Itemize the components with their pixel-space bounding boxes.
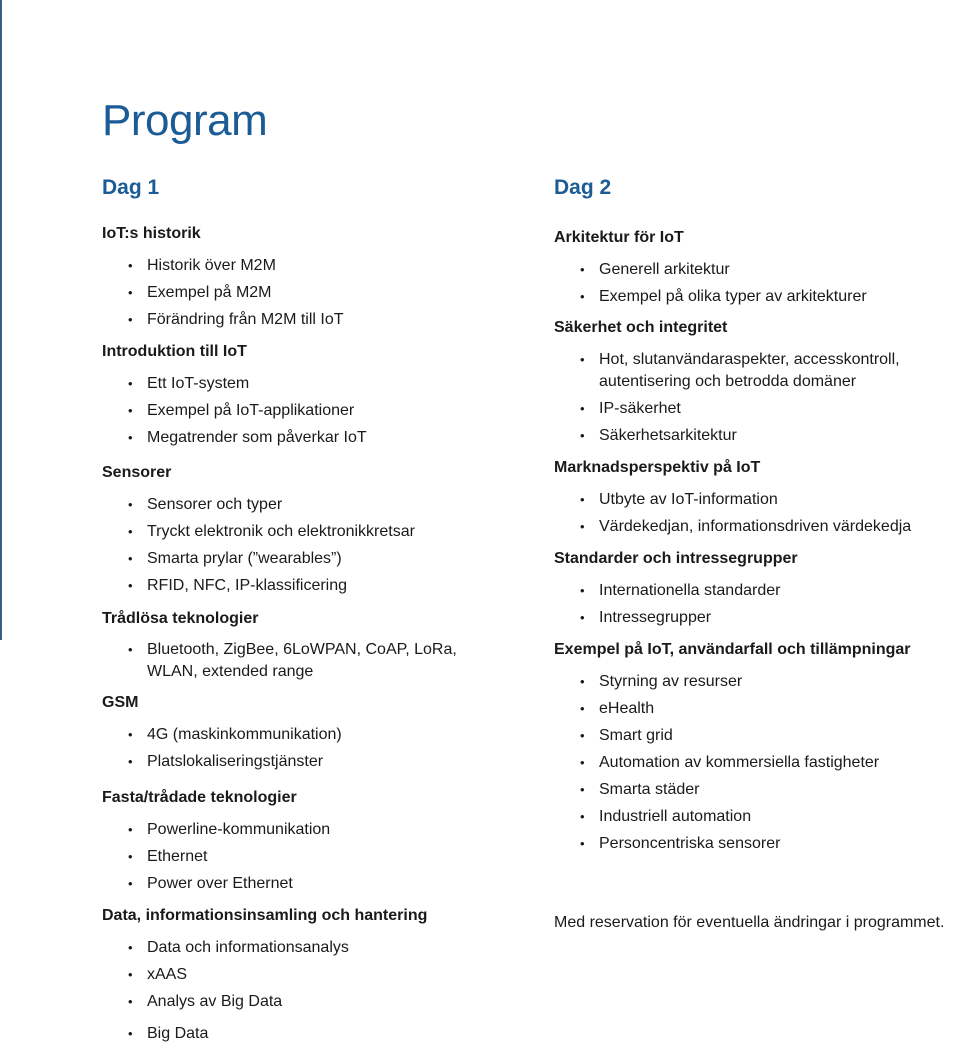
day2-section bbox=[554, 457, 960, 543]
list-item: • Exempel på IoT-applikationer bbox=[102, 400, 522, 422]
list-item: • Megatrender som påverkar IoT bbox=[102, 427, 522, 449]
list-item: • Sensorer och typer bbox=[102, 494, 522, 516]
list-item: • 4G (maskinkommunikation) bbox=[102, 724, 522, 746]
page-edge-line bbox=[0, 0, 2, 640]
day1-heading: Dag 1 bbox=[102, 176, 160, 199]
day1-section bbox=[102, 462, 522, 602]
section-title: Trådlösa teknologier bbox=[102, 610, 259, 627]
section-title: Exempel på IoT, användarfall och tillämpningar bbox=[554, 641, 911, 658]
list-item: • Förändring från M2M till IoT bbox=[102, 309, 522, 331]
section-title: Introduktion till IoT bbox=[102, 343, 247, 360]
page-title: Program bbox=[102, 96, 268, 145]
day2-section bbox=[554, 548, 960, 634]
list-item: • Powerline-kommunikation bbox=[102, 819, 522, 841]
day1-section bbox=[102, 787, 522, 900]
day1-section bbox=[102, 905, 522, 1050]
section-title: Sensorer bbox=[102, 464, 172, 481]
list-item: • Ett IoT-system bbox=[102, 373, 522, 395]
list-item: • Industriell automation bbox=[554, 806, 960, 828]
list-item: • Automation av kommersiella fastigheter bbox=[554, 752, 960, 774]
list-item: • Smarta städer bbox=[554, 779, 960, 801]
list-item: • Internationella standarder bbox=[554, 580, 960, 602]
day1-section bbox=[102, 608, 522, 688]
day1-section bbox=[102, 341, 522, 454]
list-item: • Tryckt elektronik och elektronikkretsar bbox=[102, 521, 522, 543]
list-item: • Smarta prylar (”wearables”) bbox=[102, 548, 522, 570]
day2-section bbox=[554, 639, 960, 860]
list-item: • Exempel på M2M bbox=[102, 282, 522, 304]
list-item: • Big Data bbox=[102, 1023, 522, 1045]
day2-section bbox=[554, 317, 960, 452]
day1-section bbox=[102, 223, 522, 336]
footnote: Med reservation för eventuella ändringar i programmet. bbox=[554, 914, 945, 931]
section-title: Arkitektur för IoT bbox=[554, 229, 684, 246]
day2-heading: Dag 2 bbox=[554, 176, 612, 199]
section-title: Fasta/trådade teknologier bbox=[102, 789, 297, 806]
section-title: IoT:s historik bbox=[102, 225, 201, 242]
list-item: • IP-säkerhet bbox=[554, 398, 960, 420]
list-item: • RFID, NFC, IP-klassificering bbox=[102, 575, 522, 597]
list-item: • Säkerhetsarkitektur bbox=[554, 425, 960, 447]
list-item: • Smart grid bbox=[554, 725, 960, 747]
list-item: • Platslokaliseringstjänster bbox=[102, 751, 522, 773]
section-title: Data, informationsinsamling och hantering bbox=[102, 907, 428, 924]
list-item: • Personcentriska sensorer bbox=[554, 833, 960, 855]
list-item: • Intressegrupper bbox=[554, 607, 960, 629]
section-title: Standarder och intressegrupper bbox=[554, 550, 798, 567]
list-item: • Styrning av resurser bbox=[554, 671, 960, 693]
section-title: Säkerhet och integritet bbox=[554, 319, 728, 336]
section-title: GSM bbox=[102, 694, 139, 711]
section-title: Marknadsperspektiv på IoT bbox=[554, 459, 761, 476]
day2-section bbox=[554, 227, 960, 313]
list-item: • Hot, slutanvändaraspekter, accesskontroll, autentisering och betrodda domäner bbox=[554, 349, 939, 393]
list-item: • Generell arkitektur bbox=[554, 259, 960, 281]
list-item: • Data och informationsanalys bbox=[102, 937, 522, 959]
list-item: • Värdekedjan, informationsdriven värdekedja bbox=[554, 516, 960, 538]
list-item: • eHealth bbox=[554, 698, 960, 720]
list-item: • Exempel på olika typer av arkitekturer bbox=[554, 286, 960, 308]
list-item: • Bluetooth, ZigBee, 6LoWPAN, CoAP, LoRa, WLAN, extended range bbox=[102, 639, 487, 683]
list-item: • xAAS bbox=[102, 964, 522, 986]
day1-section bbox=[102, 692, 522, 778]
list-item: • Historik över M2M bbox=[102, 255, 522, 277]
list-item: • Power over Ethernet bbox=[102, 873, 522, 895]
list-item: • Ethernet bbox=[102, 846, 522, 868]
list-item: • Utbyte av IoT-information bbox=[554, 489, 960, 511]
list-item: • Analys av Big Data bbox=[102, 991, 522, 1013]
